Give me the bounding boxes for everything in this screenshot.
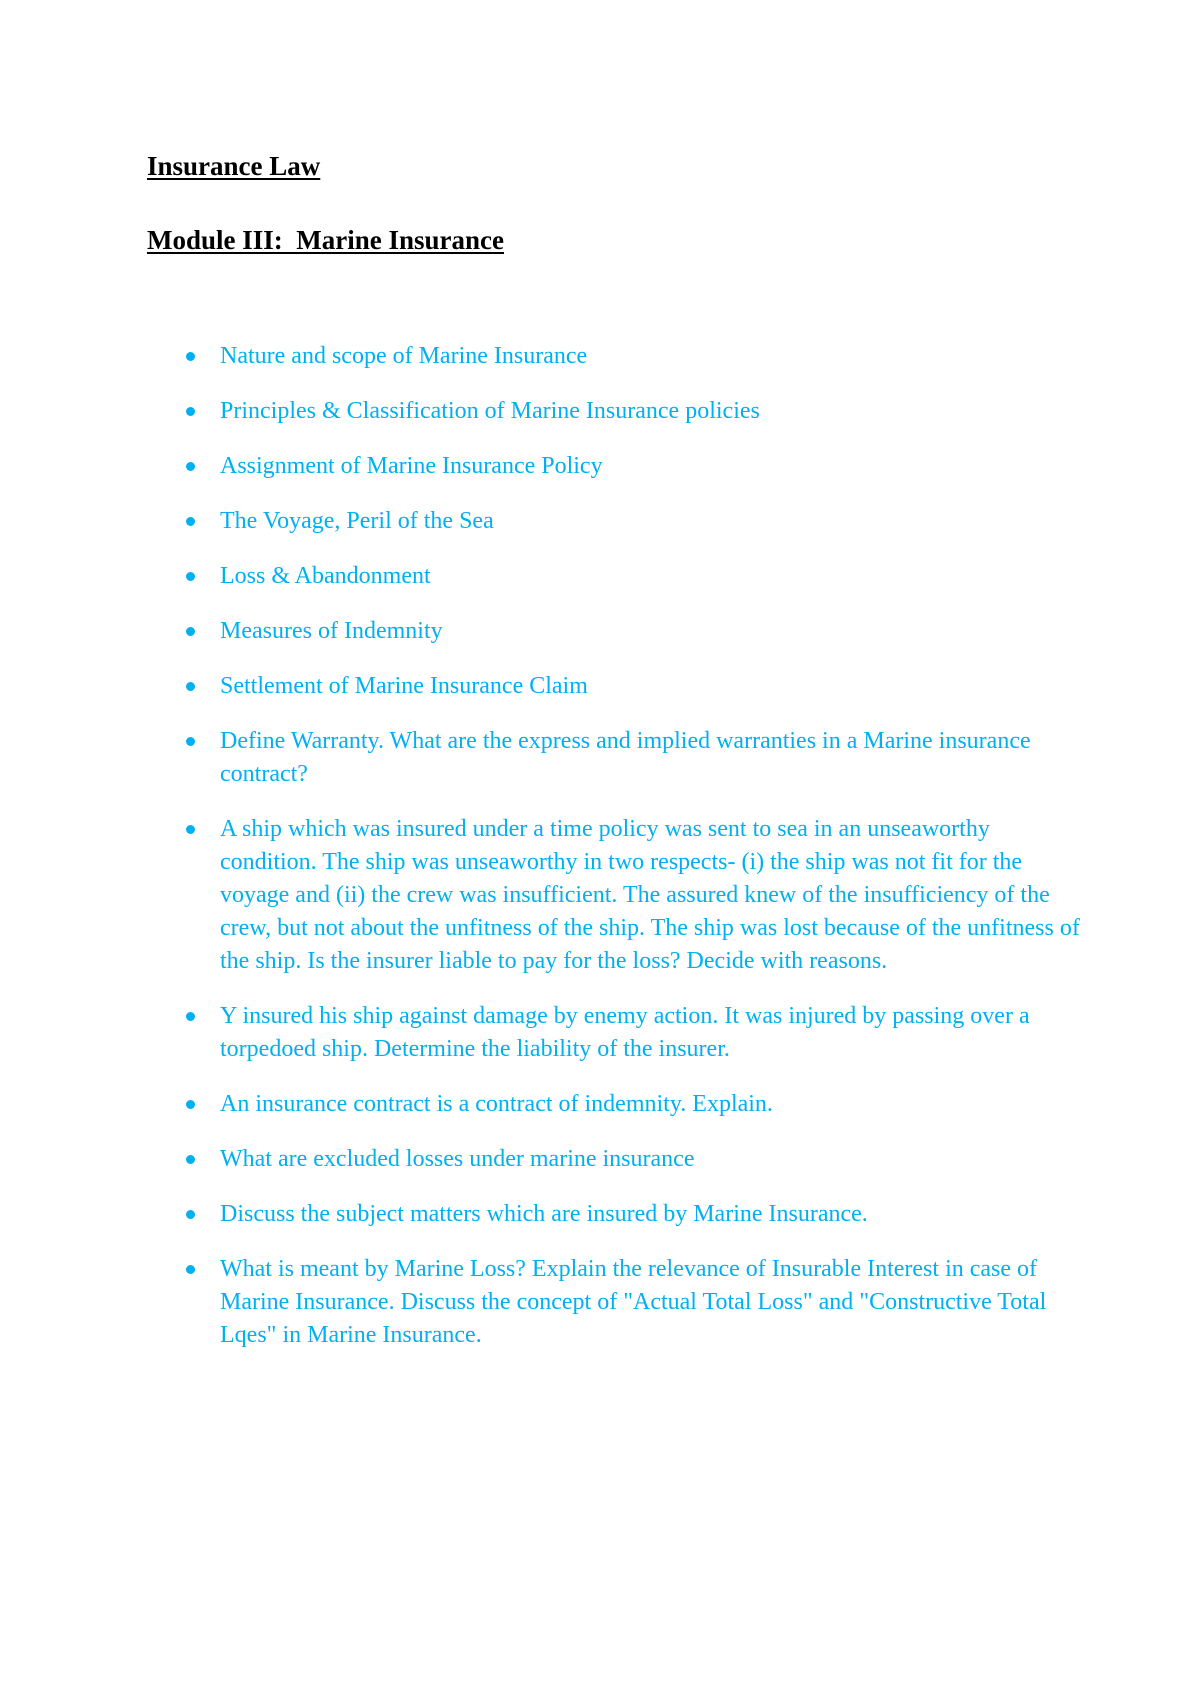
bullet-icon (186, 572, 195, 581)
bullet-icon (186, 825, 195, 834)
topic-text: The Voyage, Peril of the Sea (220, 508, 494, 534)
list-item (0, 615, 1080, 648)
topic-text: What are excluded losses under marine insurance (220, 1146, 695, 1172)
list-item (0, 1198, 1080, 1231)
topic-text: An insurance contract is a contract of indemnity. Explain. (220, 1091, 773, 1117)
list-item (0, 813, 1080, 978)
topic-list (0, 340, 1200, 1374)
bullet-icon (186, 407, 195, 416)
list-item (0, 450, 1080, 483)
list-item (0, 340, 1080, 373)
document-title: Insurance Law (147, 151, 321, 181)
bullet-icon (186, 737, 195, 746)
topic-text: Define Warranty. What are the express and implied warranties in a Marine insurance contract? (220, 728, 1031, 787)
bullet-icon (186, 1100, 195, 1109)
bullet-icon (186, 462, 195, 471)
topic-text: What is meant by Marine Loss? Explain the relevance of Insurable Interest in case of Marine Insurance. Discuss the concept of "Actual Total Loss" and "Constructive Total Lqes" in Marine Insurance. (220, 1256, 1047, 1348)
bullet-icon (186, 517, 195, 526)
bullet-icon (186, 682, 195, 691)
bullet-icon (186, 352, 195, 361)
list-item (0, 560, 1080, 593)
topic-text: Nature and scope of Marine Insurance (220, 343, 588, 369)
bullet-icon (186, 1265, 195, 1274)
list-item (0, 1088, 1080, 1121)
topic-text: A ship which was insured under a time policy was sent to sea in an unseaworthy condition. The ship was unseaworthy in two respects- (i) the ship was not fit for the voyage and (ii) the crew was insufficient. The assured knew of the insufficiency of the crew, but not about the unfitness of the ship. The ship was lost because of the unfitness of the ship. Is the insurer liable to pay for the loss? Decide with reasons. (220, 816, 1080, 974)
list-item (0, 1143, 1080, 1176)
topic-text: Loss & Abandonment (220, 563, 431, 589)
list-item (0, 1000, 1080, 1066)
bullet-icon (186, 1155, 195, 1164)
topic-text: Discuss the subject matters which are insured by Marine Insurance. (220, 1201, 868, 1227)
list-item (0, 670, 1080, 703)
bullet-icon (186, 1012, 195, 1021)
topic-text: Y insured his ship against damage by enemy action. It was injured by passing over a torpedoed ship. Determine the liability of the insurer. (220, 1003, 1030, 1062)
list-item (0, 505, 1080, 538)
topic-text: Settlement of Marine Insurance Claim (220, 673, 588, 699)
list-item (0, 725, 1080, 791)
topic-text: Assignment of Marine Insurance Policy (220, 453, 603, 479)
topic-text: Principles & Classification of Marine Insurance policies (220, 398, 760, 424)
module-title: Module III: Marine Insurance (147, 225, 504, 255)
topic-text: Measures of Indemnity (220, 618, 443, 644)
list-item (0, 1253, 1080, 1352)
bullet-icon (186, 1210, 195, 1219)
bullet-icon (186, 627, 195, 636)
list-item (0, 395, 1080, 428)
